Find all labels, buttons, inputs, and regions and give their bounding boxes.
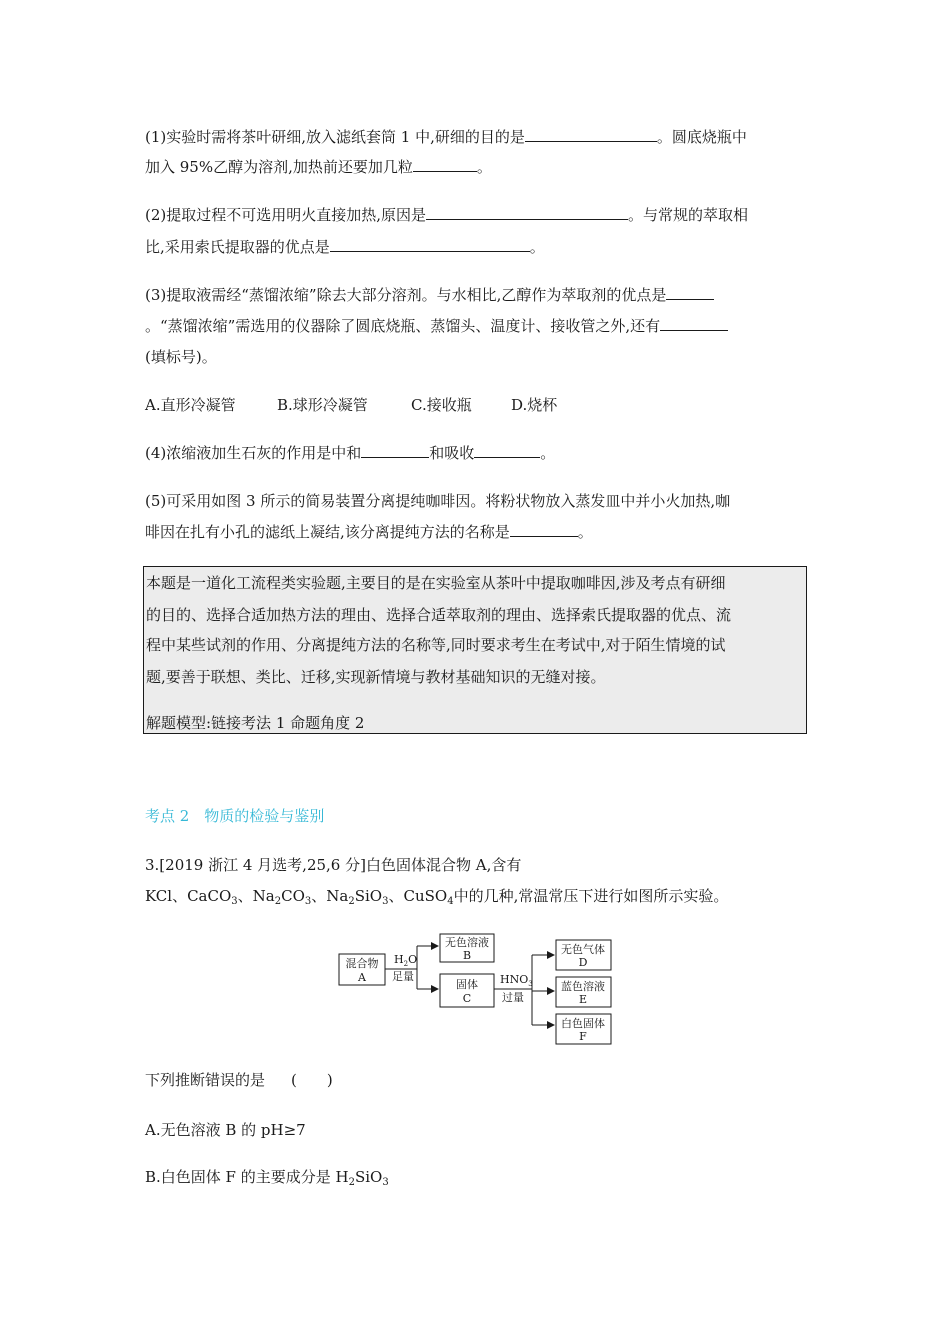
option-d[interactable]: D.烧杯 xyxy=(511,396,558,414)
q1-line2: 加入 95%乙醇为溶剂,加热前还要加几粒 。 xyxy=(145,158,492,176)
analysis-line: 题,要善于联想、类比、迁移,实现新情境与教材基础知识的无缝对接。 xyxy=(146,668,606,686)
label-hno3: $HNO_3$ xyxy=(500,973,533,988)
q2-line2: 比,采用索氏提取器的优点是 。 xyxy=(145,238,545,256)
option-c[interactable]: C.接收瓶 xyxy=(411,396,472,414)
answer-blank[interactable] xyxy=(413,157,477,172)
label-e-letter: E xyxy=(578,993,588,1006)
label-f: 白色固体 xyxy=(561,1017,605,1030)
label-c: 固体 xyxy=(456,978,478,991)
label-mixture: 混合物 xyxy=(345,957,379,970)
label-b: 无色溶液 xyxy=(445,936,489,949)
answer-blank[interactable] xyxy=(666,285,714,300)
q3-line3: (填标号)。 xyxy=(145,348,217,366)
q3-line2: 。“蒸馏浓缩”需选用的仪器除了圆底烧瓶、蒸馏头、温度计、接收管之外,还有 xyxy=(145,316,728,336)
analysis-line: 本题是一道化工流程类实验题,主要目的是在实验室从茶叶中提取咖啡因,涉及考点有研细 xyxy=(146,574,726,592)
label-f-letter: F xyxy=(579,1030,587,1043)
q6-option-a[interactable]: A.无色溶液 B 的 pH≥7 xyxy=(145,1121,306,1139)
answer-paren[interactable]: ( ) xyxy=(291,1071,333,1089)
q6-option-b[interactable]: B.白色固体 F 的主要成分是 $H_2SiO_3$ xyxy=(145,1168,389,1188)
q2-line1: (2)提取过程不可选用明火直接加热,原因是 。与常规的萃取相 xyxy=(145,206,749,224)
label-guoliang: 过量 xyxy=(502,991,524,1004)
label-c-letter: C xyxy=(462,992,472,1005)
answer-blank[interactable] xyxy=(525,127,657,142)
label-d-letter: D xyxy=(578,956,588,969)
answer-blank[interactable] xyxy=(426,205,628,220)
q3-line1: (3)提取液需经“蒸馏浓缩”除去大部分溶剂。与水相比,乙醇作为萃取剂的优点是 xyxy=(145,285,714,305)
analysis-line: 的目的、选择合适加热方法的理由、选择合适萃取剂的理由、选择索氏提取器的优点、流 xyxy=(146,606,732,624)
label-d: 无色气体 xyxy=(561,943,605,956)
answer-blank[interactable] xyxy=(474,443,540,458)
label-e: 蓝色溶液 xyxy=(561,980,605,993)
flow-diagram xyxy=(330,930,620,1050)
analysis-box xyxy=(143,566,807,734)
section-title: 考点 2 物质的检验与鉴别 xyxy=(145,807,325,825)
q4-line: (4)浓缩液加生石灰的作用是中和 和吸收 。 xyxy=(145,444,556,462)
q5-line2: 啡因在扎有小孔的滤纸上凝结,该分离提纯方法的名称是 。 xyxy=(145,523,593,541)
label-zuliang: 足量 xyxy=(392,970,414,983)
q1-line1: (1)实验时需将茶叶研细,放入滤纸套筒 1 中,研细的目的是 。圆底烧瓶中 xyxy=(145,128,747,146)
label-h2o: $H_2O$ xyxy=(394,953,418,968)
analysis-line: 程中某些试剂的作用、分离提纯方法的名称等,同时要求考生在考试中,对于陌生情境的试 xyxy=(146,636,726,654)
q6-line1: 3.[2019 浙江 4 月选考,25,6 分]白色固体混合物 A,含有 xyxy=(145,856,522,874)
option-a[interactable]: A.直形冷凝管 xyxy=(145,396,236,414)
q6-prompt: 下列推断错误的是 ( ) xyxy=(145,1071,333,1089)
answer-blank[interactable] xyxy=(660,316,728,331)
answer-blank[interactable] xyxy=(361,443,429,458)
q6-line2: KCl、CaCO$_3$、$Na_2CO_3$、$Na_2SiO_3$、CuSO$_4$中的几种,常温常压下进行如图所示实验。 xyxy=(145,887,729,907)
label-mixture-letter: A xyxy=(358,971,366,984)
q5-line1: (5)可采用如图 3 所示的简易装置分离提纯咖啡因。将粉状物放入蒸发皿中并小火加热,咖 xyxy=(145,492,731,510)
solution-model: 解题模型:链接考法 1 命题角度 2 xyxy=(146,714,365,732)
q3-options xyxy=(145,395,557,415)
answer-blank[interactable] xyxy=(330,237,530,252)
label-b-letter: B xyxy=(462,949,472,962)
option-b[interactable]: B.球形冷凝管 xyxy=(277,396,368,414)
answer-blank[interactable] xyxy=(510,522,578,537)
